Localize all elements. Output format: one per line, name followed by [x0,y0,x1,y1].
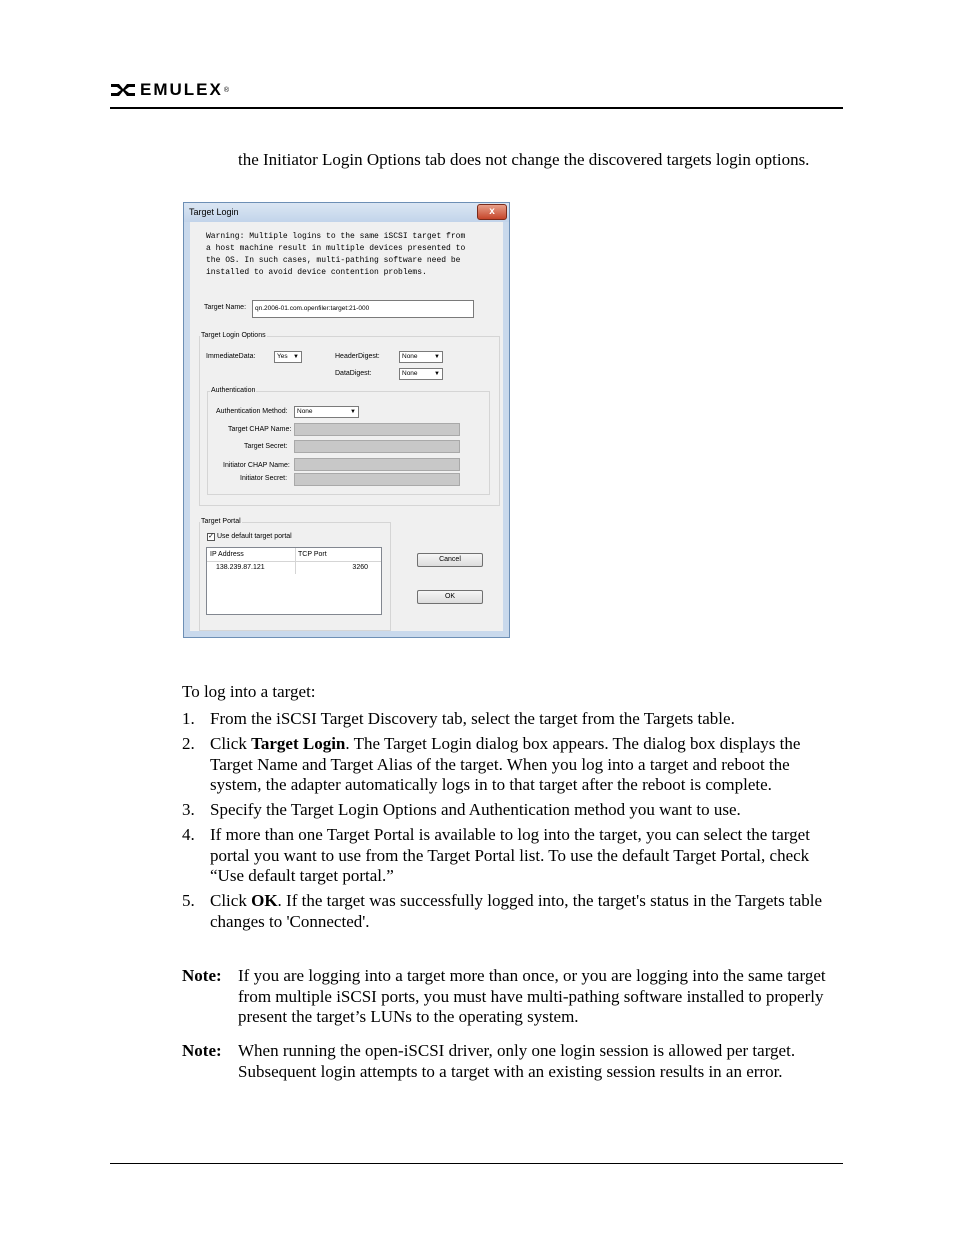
portal-table [206,547,382,615]
target-portal-title: Target Portal [201,518,241,525]
immediate-data-value: Yes [277,353,288,360]
portal-table-header [207,548,381,562]
note-label: Note: [182,1041,222,1060]
use-default-portal-label: Use default target portal [217,533,292,540]
initiator-secret-label: Initiator Secret: [240,475,288,482]
note-text: When running the open-iSCSI driver, only one login session is allowed per target. Subsequent login attempts to a target with an existing session results in an error. [238,1041,796,1081]
target-login-dialog [183,202,510,638]
step-number: 5. [182,891,195,910]
auth-method-select[interactable] [294,406,359,418]
data-digest-label: DataDigest: [335,370,372,377]
trademark-symbol: ® [223,86,230,94]
column-divider [295,562,296,574]
list-item [182,734,842,796]
intro-paragraph: the Initiator Login Options tab does not change the discovered targets login options. [238,150,810,169]
note-block [182,1041,842,1082]
step-text-pre: Click [210,891,252,910]
steps-list [182,709,842,937]
note-text: If you are logging into a target more than once, or you are logging into the same target from multiple iSCSI ports, you must have multi-pathing software installed to properly present the target’s LUNs to the operating system. [238,966,826,1026]
use-default-portal-checkbox[interactable]: ✓ [208,533,214,540]
step-text-post: . If the target was successfully logged into, the target's status in the Targets table changes to 'Connected'. [210,891,823,931]
step-text: If more than one Target Portal is available to log into the target, you can select the target portal you want to use from the Target Portal list. To use the default Target Portal, check “Use default target portal.” [210,825,810,885]
initiator-secret-field[interactable] [294,473,460,486]
step-text-bold: OK [251,891,278,910]
step-text: From the iSCSI Target Discovery tab, select the target from the Targets table. [210,709,735,728]
target-name-label: Target Name: [204,304,247,311]
column-divider [295,548,296,561]
login-options-title: Target Login Options [201,332,266,339]
close-button[interactable]: x [477,204,507,220]
list-item [182,709,842,730]
dialog-client-area [190,222,503,631]
immediate-data-label: ImmediateData: [206,353,256,360]
list-item [182,891,842,932]
chevron-down-icon: ▼ [434,354,440,360]
cancel-button[interactable]: Cancel [417,553,483,567]
data-digest-value: None [402,370,418,377]
ok-button[interactable]: OK [417,590,483,604]
note-block [182,966,842,1028]
target-chap-name-label: Target CHAP Name: [228,426,292,433]
column-header-ip[interactable]: IP Address [210,551,244,558]
row-ip-cell: 138.239.87.121 [216,564,265,571]
chevron-down-icon: ▼ [350,409,356,415]
list-item [182,825,842,887]
table-row[interactable] [207,562,381,574]
target-name-field[interactable]: qn.2006-01.com.openfiler:target:21-000 [252,300,474,318]
row-port-cell: 3260 [352,564,368,571]
step-text-bold: Target Login [251,734,346,753]
target-chap-name-field[interactable] [294,423,460,436]
initiator-chap-name-label: Initiator CHAP Name: [223,462,290,469]
initiator-chap-name-field[interactable] [294,458,460,471]
list-item [182,800,842,821]
warning-text: Warning: Multiple logins to the same iSCSI target from a host machine result in multiple devices presented to the OS. In such cases, multi-pathing software need be installed to avoid device contention problems. [206,232,466,277]
auth-method-value: None [297,408,313,415]
logo-wordmark: EMULEX [140,80,223,99]
target-secret-label: Target Secret: [244,443,288,450]
immediate-data-select[interactable] [274,351,302,363]
step-number: 4. [182,825,195,844]
emulex-mark-icon [110,82,136,98]
header-digest-value: None [402,353,418,360]
target-secret-field[interactable] [294,440,460,453]
header-digest-select[interactable] [399,351,443,363]
step-number: 1. [182,709,195,728]
note-label: Note: [182,966,222,985]
authentication-title: Authentication [211,387,256,394]
step-text-post: . The Target Login dialog box appears. The dialog box displays the Target Name and Target Alias of the target. When you log into a target and reboot the system, the adapter automatically logs in to that target after the reboot is complete. [210,734,801,794]
dialog-titlebar [184,203,509,222]
step-number: 2. [182,734,195,753]
chevron-down-icon: ▼ [434,371,440,377]
data-digest-select[interactable] [399,368,443,380]
emulex-logo [110,80,229,100]
chevron-down-icon: ▼ [293,354,299,360]
header-rule [110,107,843,109]
step-text: Specify the Target Login Options and Authentication method you want to use. [210,800,741,819]
step-number: 3. [182,800,195,819]
dialog-title: Target Login [189,207,239,217]
header-digest-label: HeaderDigest: [335,353,380,360]
column-header-port[interactable]: TCP Port [298,551,327,558]
footer-rule [110,1163,843,1164]
auth-method-label: Authentication Method: [216,408,288,415]
step-text-pre: Click [210,734,252,753]
lead-text: To log into a target: [182,682,316,701]
